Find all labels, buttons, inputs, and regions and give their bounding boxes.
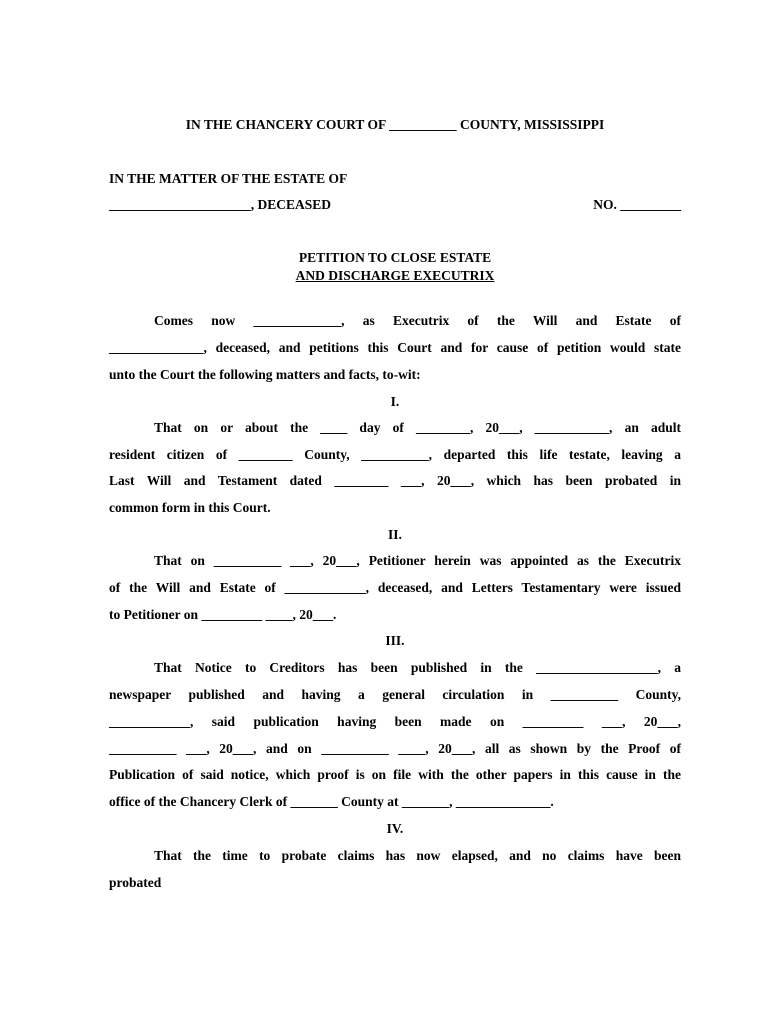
document-title-line2: AND DISCHARGE EXECUTRIX [295,268,495,283]
section1-line-2: resident citizen of ________ County, __________, departed this life testate, leaving a [109,447,681,462]
section2-line-1: That on __________ ___, 20___, Petitioner herein was appointed as the Executrix [154,553,681,568]
intro-line-1: Comes now _____________, as Executrix of the Will and Estate of [154,313,681,328]
caption-row [109,197,681,213]
document-title-line1: PETITION TO CLOSE ESTATE [298,250,492,265]
section3-line-6: office of the Chancery Clerk of _______ County at _______, ______________. [109,794,554,809]
section3-line-1: That Notice to Creditors has been published in the __________________, a [154,660,681,675]
matter-line: IN THE MATTER OF THE ESTATE OF [109,171,348,186]
section3-line-4: __________ ___, 20___, and on __________ ____, 20___, all as shown by the Proof of [109,741,681,756]
section3-line-5: Publication of said notice, which proof is on file with the other papers in this cause in the [109,767,681,782]
section-numeral-2: II. [388,527,402,542]
section1-line-1: That on or about the ____ day of ________, 20___, ___________, an adult [154,420,681,435]
section3-line-2: newspaper published and having a general circulation in __________ County, [109,687,681,702]
section1-line-4: common form in this Court. [109,500,271,515]
section-numeral-3: III. [385,633,405,648]
intro-line-2: ______________, deceased, and petitions this Court and for cause of petition would state [109,340,681,355]
deceased-name-line: _____________________, DECEASED [109,197,332,212]
section1-line-3: Last Will and Testament dated ________ ___, 20___, which has been probated in [109,473,681,488]
section-numeral-1: I. [390,394,400,409]
section4-line-2: probated [109,875,162,890]
court-heading: IN THE CHANCERY COURT OF __________ COUNTY, MISSISSIPPI [185,117,605,132]
section2-line-3: to Petitioner on _________ ____, 20___. [109,607,337,622]
section3-line-3: ____________, said publication having been made on _________ ___, 20___, [109,714,681,729]
section4-line-1: That the time to probate claims has now elapsed, and no claims have been [154,848,681,863]
intro-line-3: unto the Court the following matters and facts, to-wit: [109,367,421,382]
section2-line-2: of the Will and Estate of ____________, deceased, and Letters Testamentary were issued [109,580,681,595]
case-number: NO. _________ [593,197,681,212]
section-numeral-4: IV. [386,821,404,836]
